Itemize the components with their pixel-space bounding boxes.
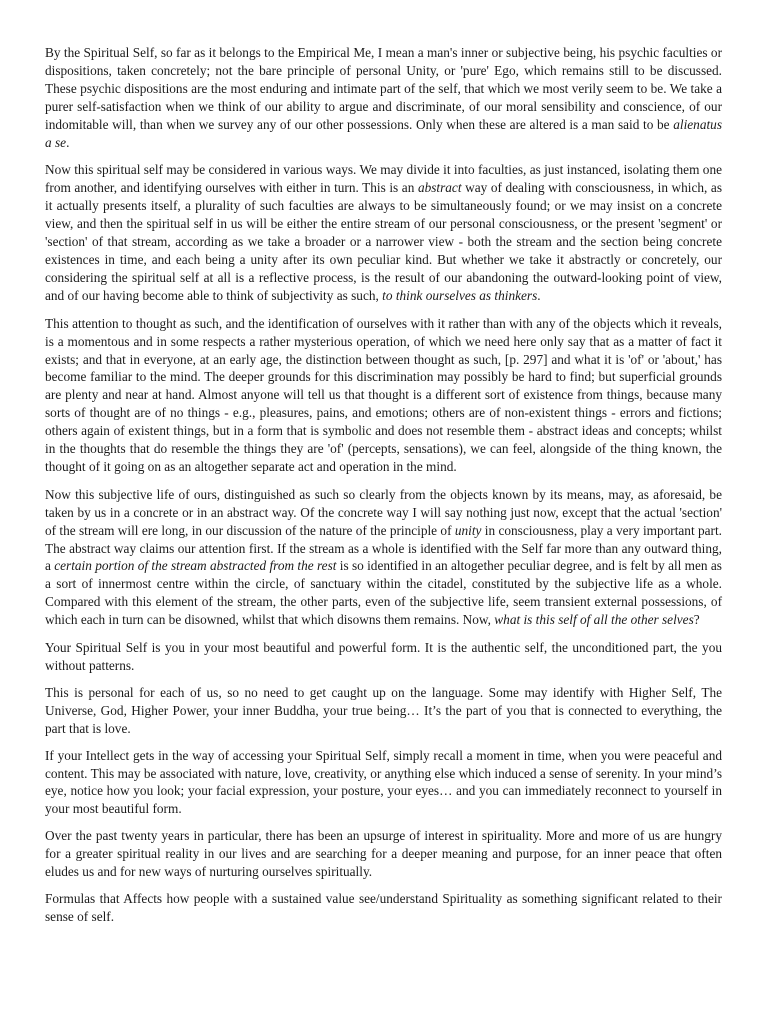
paragraph-2-italic-thinkers: to think ourselves as thinkers [382,287,538,303]
paragraph-2-text-cont: way of dealing with consciousness, in which, as it actually presents itself, a plurality of such faculties are always to be simultaneously found; or we may insist on a concrete view, and then the spiritual self in us will be either the entire stream of our personal consciousness, or the present 'segment' or 'section' of that stream, according as we take a broader or a narrower view - both the stream and the section being concrete existences in time, and each being a unity after its own peculiar kind. But whether we take it abstractly or concretely, our considering the spiritual self at all is a reflective process, is the result of our abandoning the outward-looking point of view, and of our having become able to think of subjectivity as such, [45,180,722,303]
paragraph-3: This attention to thought as such, and the identification of ourselves with it rather than with any of the objects which it reveals, is a momentous and in some respects a rather mysterious operation, of which we need here only say that as a matter of fact it exists; and that in everyone, at an early age, the distinction between thought as such, [p. 297] and what it is 'of' or 'about,' has become familiar to the mind. The deeper grounds for this discrimination may possibly be hard to find; but superficial grounds are plenty and near at hand. Almost anyone will tell us that thought is a different sort of existence from things, because many sorts of thought are of no things - e.g., pleasures, pains, and emotions; others are of non-existent things - errors and fictions; others again of existent things, but in a form that is symbolic and does not resemble them - abstract ideas and concepts; whilst in the thoughts that do resemble the things they are 'of' (percepts, sensations), we can feel, alongside of the thing known, the thought of it going on as an altogether separate act and operation in the mind. [45,315,722,474]
paragraph-4-end: ? [693,612,700,628]
paragraph-1-italic: alienatus a se [45,116,722,150]
paragraph-4-italic-portion: certain portion of the stream abstracted from the rest [54,558,337,574]
paragraph-8: Over the past twenty years in particular, there has been an upsurge of interest in spirituality. More and more of us are hungry for a greater spiritual reality in our lives and are searching for a deeper meaning and purpose, for an inner peace that often eludes us and for new ways of nurturing ourselves spiritually. [45,828,722,880]
paragraph-1-text: By the Spiritual Self, so far as it belongs to the Empirical Me, I mean a man's inner or subjective being, his psychic faculties or dispositions, taken concretely; not the bare principle of personal Unity, or 'pure' Ego, which remains still to be discussed. These psychic dispositions are the most enduring and intimate part of the self, that which we most verily seem to be. We take a purer self-satisfaction when we think of our ability to argue and discriminate, of our moral sensibility and conscience, of our indomitable will, than when we survey any of our other possessions. Only when these are altered is a man said to be [45,45,722,132]
paragraph-1-end: . [66,134,70,150]
paragraph-2 [45,161,722,304]
paragraph-4-text-cont: in consciousness, play a very important part. The abstract way claims our attention first. If the stream as a whole is identified with the Self far more than any outward thing, a [45,522,722,574]
paragraph-4-text-cont2: is so identified in an altogether peculiar degree, and is felt by all men as a sort of innermost centre within the circle, of sanctuary within the citadel, constituted by the subjective life as a whole. Compared with this element of the stream, the other parts, even of the subjective life, seem transient external possessions, of which each in turn can be disowned, whilst that which disowns them remains. Now, [45,558,722,628]
paragraph-4-text: Now this subjective life of ours, distinguished as such so clearly from the objects known by its means, may, as aforesaid, be taken by us in a concrete or in an abstract way. Of the concrete way I will say nothing just now, except that the actual 'section' of the stream will ere long, in our discussion of the nature of the principle of [45,486,722,538]
paragraph-4-italic-question: what is this self of all the other selves [494,612,694,628]
paragraph-9: Formulas that Affects how people with a sustained value see/understand Spirituality as something significant related to their sense of self. [45,890,722,924]
paragraph-2-italic-abstract: abstract [417,180,462,196]
paragraph-5: Your Spiritual Self is you in your most beautiful and powerful form. It is the authentic self, the unconditioned part, the you without patterns. [45,640,722,673]
paragraph-4 [45,486,722,629]
paragraph-2-text: Now this spiritual self may be considered in various ways. We may divide it into faculties, as just instanced, isolating them one from another, and identifying ourselves with either in turn. This is an [45,162,722,196]
paragraph-1 [45,44,722,151]
document-page [45,44,722,935]
paragraph-7: If your Intellect gets in the way of accessing your Spiritual Self, simply recall a moment in time, when you were peaceful and content. This may be associated with nature, love, creativity, or anything else which induced a sense of serenity. In your mind’s eye, notice how you look; your facial expression, your posture, your eyes… and you can immediately reconnect to yourself in your most beautiful form. [45,747,722,817]
paragraph-6: This is personal for each of us, so no need to get caught up on the language. Some may identify with Higher Self, The Universe, God, Higher Power, your inner Buddha, your true being… It’s the part of you that is connected to everything, the part that is love. [45,684,722,736]
paragraph-4-italic-unity: unity [454,522,482,538]
paragraph-2-end: . [537,287,541,303]
